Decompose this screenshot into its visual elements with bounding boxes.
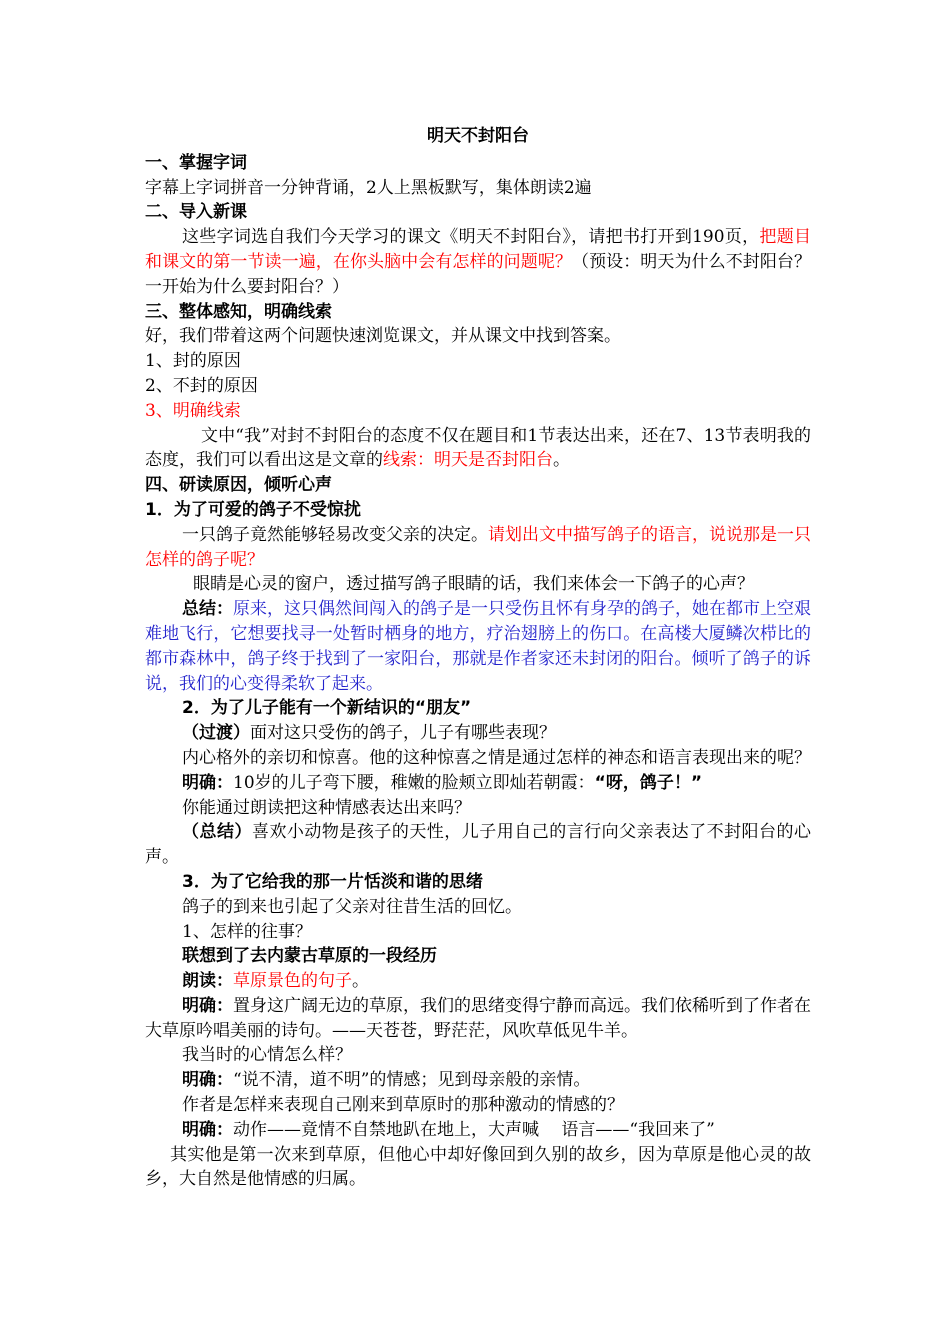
read-text: 草原景色的句子: [233, 971, 352, 992]
sub-1-question: 请划出文中描写鸽子的语言，说说那是一只怎样的鸽子呢？: [145, 524, 811, 570]
sub-3-clear-2: [145, 1068, 811, 1093]
list-item: 2、不封的原因: [145, 375, 258, 396]
transition-text: 面对这只受伤的鸽子，儿子有哪些表现？: [250, 723, 556, 744]
clear-label: 明确：: [182, 772, 233, 793]
sub-3-clear-1: [145, 994, 811, 1044]
clear-label: 明确：: [182, 995, 233, 1016]
sub-3-question-3: 作者是怎样来表现自己刚来到草原时的那种激动的情感的？: [182, 1095, 624, 1116]
sub-2-read-text: 你能通过朗读把这种情感表达出来吗？: [182, 797, 471, 818]
section-heading-2: 二、导入新课: [145, 202, 247, 223]
list-item: 3、明确线索: [145, 400, 241, 421]
sub-1-eyes-text: 眼睛是心灵的窗户，透过描写鸽子眼睛的话，我们来体会一下鸽子的心声？: [193, 574, 754, 595]
sub-2-summary: [145, 820, 811, 870]
section-2-text-a: 这些字词选自我们今天学习的课文《明天不封阳台》，请把书打开到190页，: [182, 227, 760, 248]
section-3-text: 好，我们带着这两个问题快速浏览课文，并从课文中找到答案。: [145, 326, 621, 347]
sub-3-text: 鸽子的到来也引起了父亲对往昔生活的回忆。: [182, 896, 522, 917]
section-heading-1: 一、掌握字词: [145, 152, 247, 173]
transition-label: （过渡）: [182, 723, 250, 744]
clear-text: “说不清，道不明”的情感；见到母亲般的亲情。: [233, 1070, 591, 1091]
read-label: 朗读：: [182, 971, 233, 992]
page-title: 明天不封阳台: [427, 126, 529, 146]
clear-text: 动作——竟情不自禁地趴在地上，大声喊 语言——“我回来了”: [233, 1119, 715, 1140]
sub-3-clear-3: [145, 1118, 811, 1143]
list-item: 1、封的原因: [145, 351, 241, 372]
clear-text: 10岁的儿子弯下腰，稚嫩的脸颊立即灿若朝霞：: [233, 772, 595, 793]
section-2-preset: （预设：明天为什么不封阳台？一开始为什么要封阳台？）: [145, 251, 812, 297]
sub-1-summary: [145, 597, 811, 696]
summary-label: 总结：: [182, 599, 233, 620]
section-1-text: 字幕上字词拼音一分钟背诵，2人上黑板默写，集体朗读2遍: [145, 177, 592, 198]
section-3-paragraph: [145, 424, 811, 474]
sub-1-text-a: 一只鸽子竟然能够轻易改变父亲的决定。: [182, 524, 488, 545]
section-heading-3: 三、整体感知，明确线索: [145, 301, 332, 322]
sub-3-final: 其实他是第一次来到草原，但他心中却好像回到久别的故乡，因为草原是他心灵的故乡，大自然是他情感的归属。: [145, 1144, 811, 1190]
clear-text: 置身这广阔无边的草原，我们的思绪变得宁静而高远。我们依稀听到了作者在大草原吟唱美丽的诗句。——天苍苍，野茫茫，风吹草低见牛羊。: [145, 995, 811, 1041]
sub-2-clear: [145, 771, 811, 796]
section-3-clue: 线索：明天是否封阳台: [383, 450, 553, 471]
sub-2-inner-text: 内心格外的亲切和惊喜。他的这种惊喜之情是通过怎样的神态和语言表现出来的呢？: [182, 747, 811, 768]
document-page: [145, 124, 811, 1192]
summary-text: 喜欢小动物是孩子的天性，儿子用自己的言行向父亲表达了不封阳台的心声。: [145, 822, 812, 868]
read-end: 。: [352, 971, 369, 992]
sub-3-read: [145, 969, 811, 994]
section-3-para-a: 文中“我”对封不封阳台的态度不仅在题目和1节表达出来，还在7、13节表明我的态度，我们可以看出这是文章的: [145, 425, 811, 471]
sub-3-question-2: 我当时的心情怎么样？: [182, 1045, 352, 1066]
summary-label: （总结）: [182, 822, 252, 843]
section-2-paragraph: [145, 225, 811, 299]
section-heading-4: 四、研读原因，倾听心声: [145, 475, 332, 496]
sub-1-paragraph: [145, 523, 811, 573]
clear-quote: “呀，鸽子！”: [594, 772, 702, 793]
clear-label: 明确：: [182, 1119, 233, 1140]
clear-label: 明确：: [182, 1070, 233, 1091]
sub-3-bold-line: 联想到了去内蒙古草原的一段经历: [182, 946, 437, 967]
sub-heading-2: 2．为了儿子能有一个新结识的“朋友”: [182, 698, 472, 719]
section-3-para-end: 。: [553, 450, 570, 471]
summary-text: 原来，这只偶然间闯入的鸽子是一只受伤且怀有身孕的鸽子，她在都市上空艰难地飞行，它想要找寻一处暂时栖身的地方，疗治翅膀上的伤口。在高楼大厦鳞次栉比的都市森林中，鸽子终于找到了一家阳台，那就是作者家还未封闭的阳台。倾听了鸽子的诉说，我们的心变得柔软了起来。: [145, 599, 811, 694]
sub-heading-1: 1．为了可爱的鸽子不受惊扰: [145, 499, 361, 520]
section-2-question: 把题目和课文的第一节读一遍，在你头脑中会有怎样的问题呢？: [145, 227, 811, 272]
sub-2-transition: [145, 721, 811, 746]
sub-3-question-1: 1、怎样的往事？: [182, 921, 312, 942]
sub-heading-3: 3．为了它给我的那一片恬淡和谐的思绪: [182, 871, 483, 892]
